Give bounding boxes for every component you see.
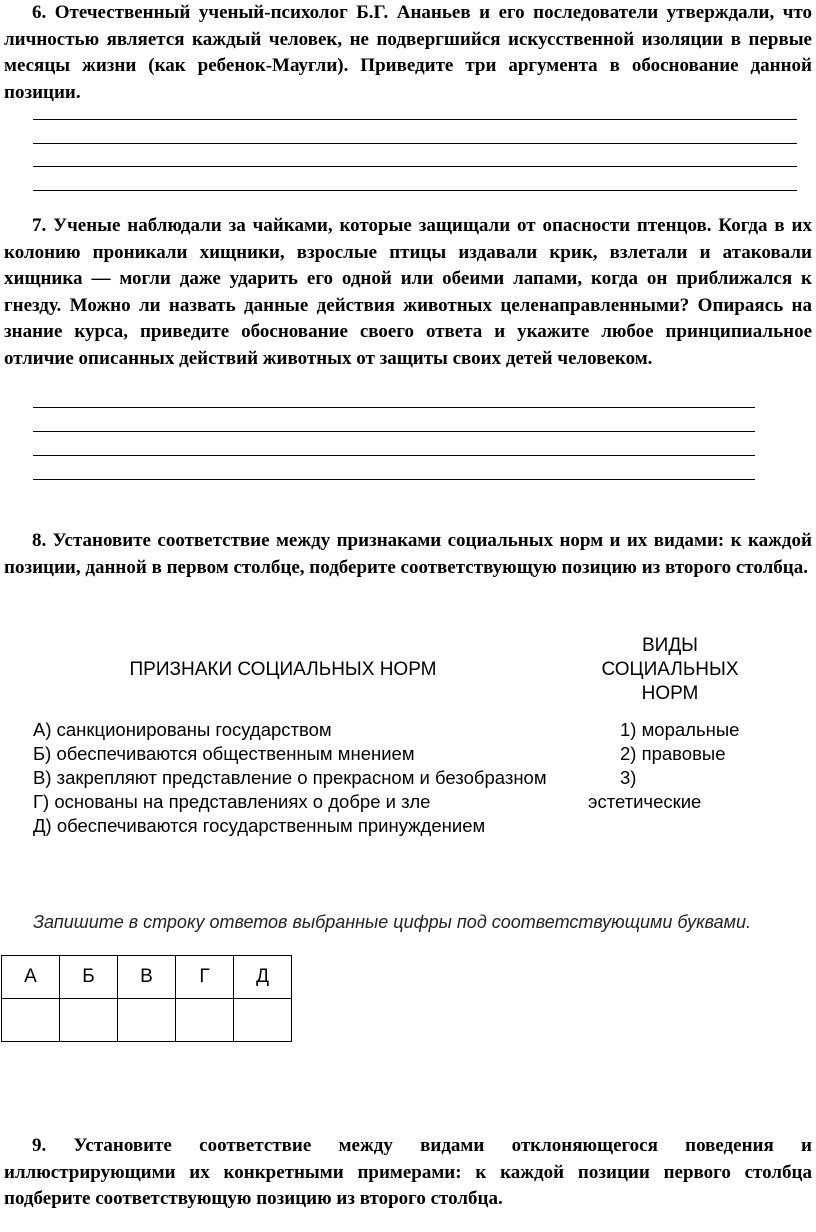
answer-cell-a[interactable] [2,999,60,1042]
answer-letter-b: Б [60,956,118,999]
question-7-text [4,213,812,372]
question-6-paragraph: 6. Отечественный ученый-психолог Б.Г. Ананьев и его последователи утверждали, что личностью является каждый человек, не подвергшийся искусственной изоляции в первые месяцы жизни (как ребенок-Маугли). Приведите три аргумента в обоснование данной позиции. [4,2,812,103]
question-8-paragraph: 8. Установите соответствие между признаками социальных норм и их видами: к каждой позиции, данной в первом столбце, подберите соответствующую позицию из второго столбца. [4,530,812,578]
answer-table [1,955,292,1042]
question-9-paragraph: 9. Установите соответствие между видами отклоняющегося поведения и иллюстрирующими их конкретными примерами: к каждой позиции первого столбца подберите соответствующую позицию из второго столбца. [4,1135,812,1209]
right-item-3: 3) [620,767,637,788]
right-item-2: 2) правовые [620,743,726,764]
answer-letter-v: В [118,956,176,999]
left-item-v: В) закрепляют представление о прекрасном и безобразном [33,767,547,788]
left-item-b: Б) обеспечиваются общественным мнением [33,743,415,764]
answer-line[interactable] [33,143,797,144]
answer-line[interactable] [33,455,755,456]
left-item-g: Г) основаны на представлениях о добре и зле [33,791,431,812]
answer-instruction: Запишите в строку ответов выбранные цифры под соответствующими буквами. [33,912,751,932]
question-8-text [4,528,812,581]
answer-cell-g[interactable] [176,999,234,1042]
answer-cell-b[interactable] [60,999,118,1042]
right-column-header-line-3: НОРМ [641,683,699,704]
answer-letter-d: Д [234,956,292,999]
answer-line[interactable] [33,431,755,432]
question-9-text [4,1133,812,1213]
answer-line[interactable] [33,479,755,480]
answer-letter-g: Г [176,956,234,999]
right-item-3-label: эстетические [588,791,702,812]
left-column-header: ПРИЗНАКИ СОЦИАЛЬНЫХ НОРМ [129,659,437,680]
answer-cell-d[interactable] [234,999,292,1042]
answer-line[interactable] [33,190,797,191]
right-item-1: 1) моральные [620,719,740,740]
question-7-paragraph: 7. Ученые наблюдали за чайками, которые защищали от опасности птенцов. Когда в их колонию проникали хищники, взрослые птицы издавали крик, взлетали и атаковали хищника — могли даже ударить его одной или обеими лапами, когда он приближался к гнезду. Можно ли назвать данные действия животных целенаправленными? Опираясь на знание курса, приведите обоснование своего ответа и укажите любое принципиальное отличие описанных действий животных от защиты своих детей человеком. [4,215,812,369]
answer-line[interactable] [33,119,797,120]
left-item-a: А) санкционированы государством [33,719,332,740]
left-item-d: Д) обеспечиваются государственным принуждением [33,815,486,836]
answer-letter-a: А [2,956,60,999]
right-column-header-line-2: СОЦИАЛЬНЫХ [601,659,739,680]
answer-line[interactable] [33,407,755,408]
answer-line[interactable] [33,166,797,167]
question-6-text [4,0,812,106]
answer-cell-v[interactable] [118,999,176,1042]
right-column-header-line-1: ВИДЫ [641,635,699,656]
answer-table-input-row [2,999,292,1042]
answer-table-header-row [2,956,292,999]
